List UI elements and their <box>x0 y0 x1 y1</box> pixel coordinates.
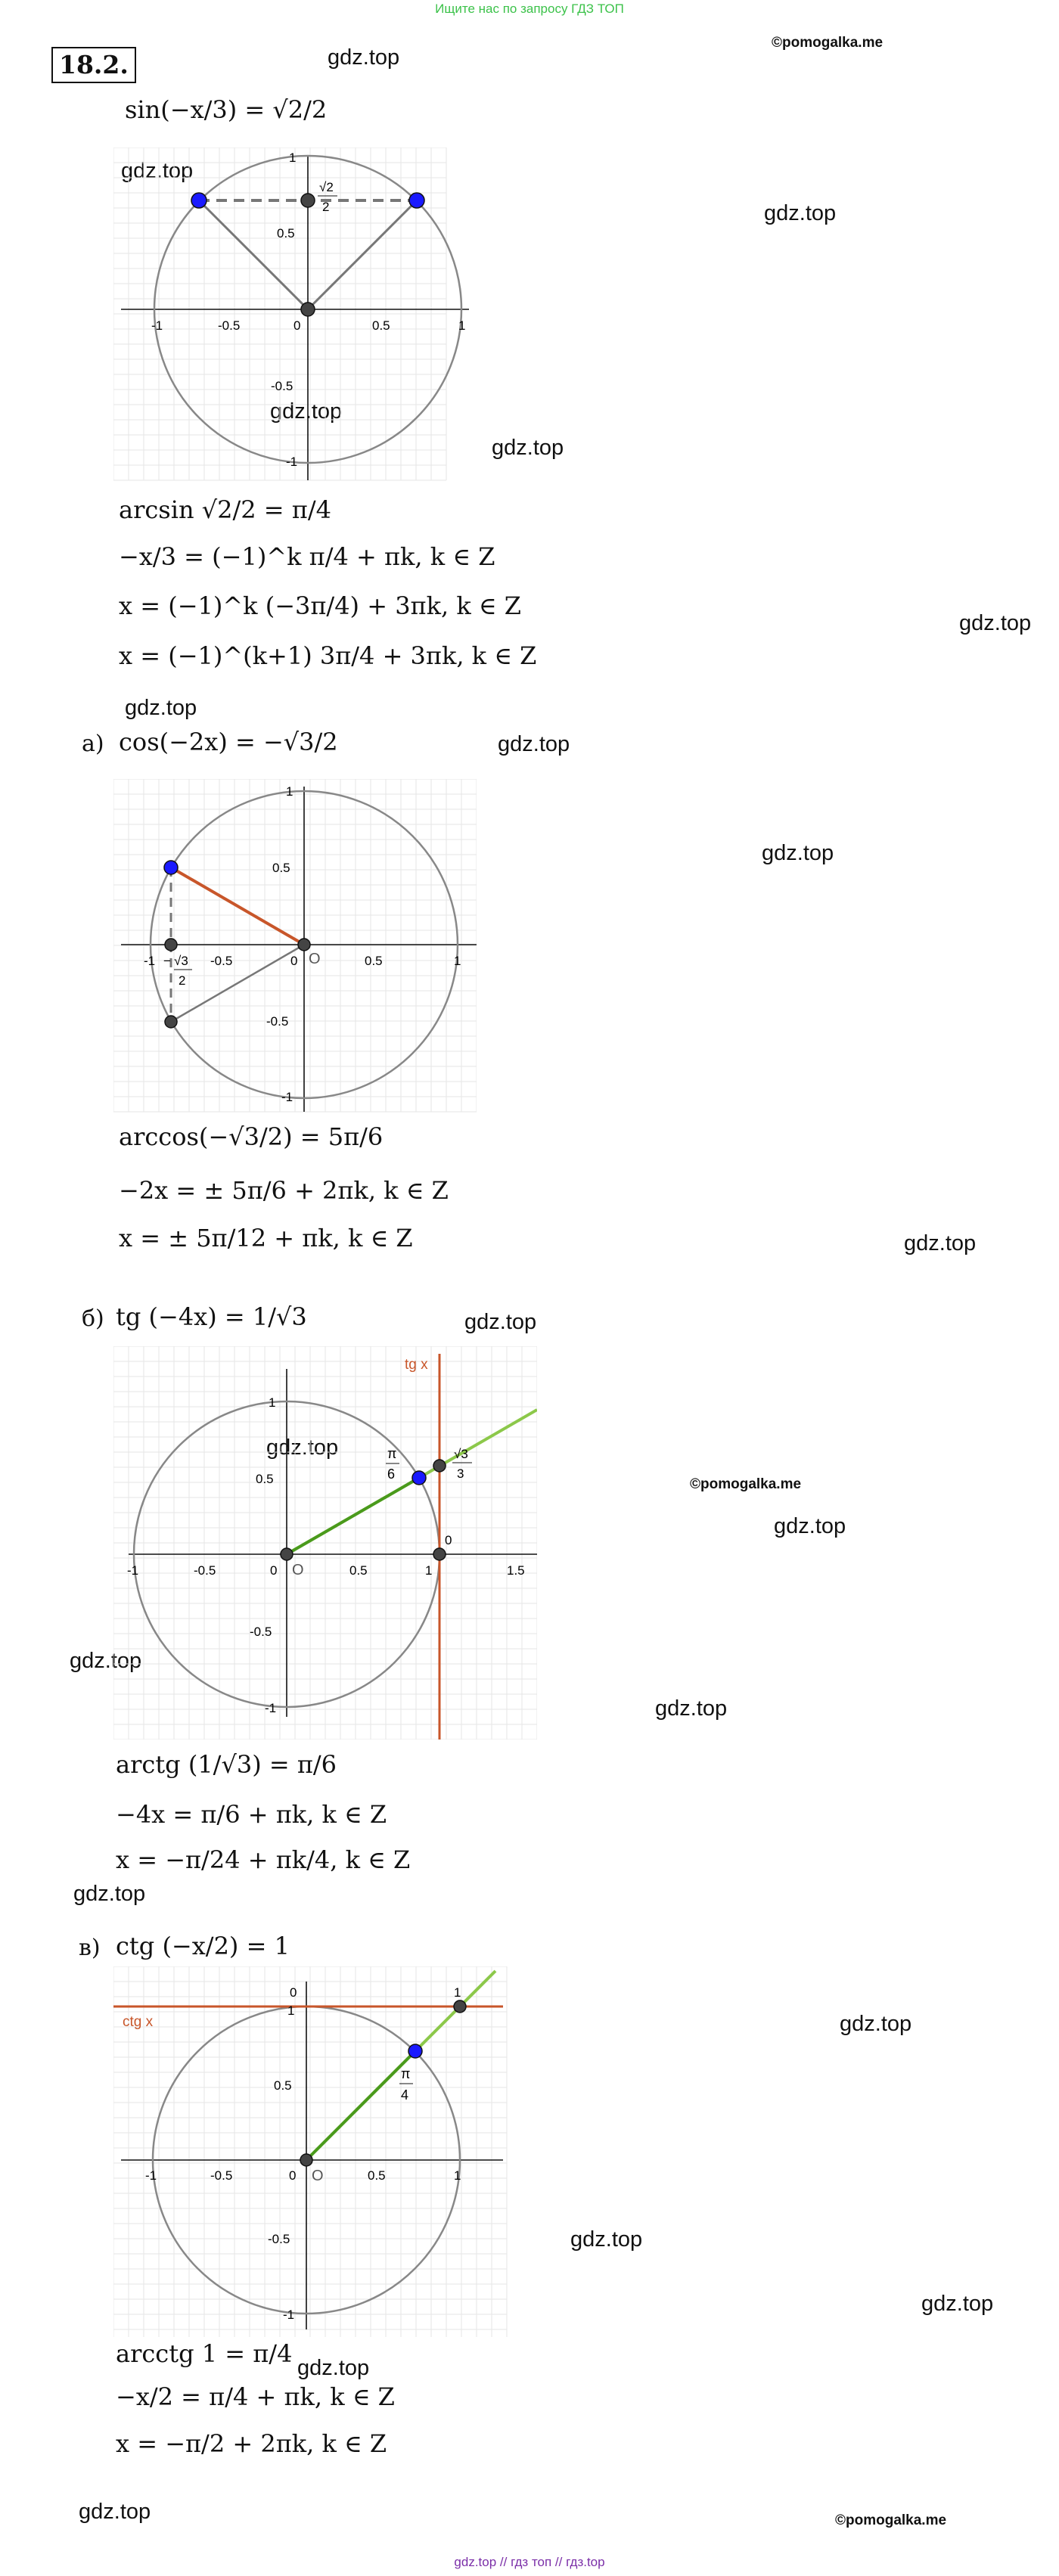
label-sqrt3: √3 <box>454 1447 468 1461</box>
step-b-general: −4x = π/6 + πk, k ∈ Z <box>116 1800 387 1829</box>
copyright: ©pomogalka.me <box>772 35 884 51</box>
tick-x: -0.5 <box>210 2168 233 2183</box>
tg-axis-label: tg x <box>405 1357 428 1373</box>
step-arccos: arccos(−√3/2) = 5π/6 <box>119 1122 384 1151</box>
task-number: 18.2. <box>51 47 136 83</box>
search-banner: Ищите нас по запросу ГДЗ ТОП <box>435 2 624 16</box>
tick-y: 1 <box>269 1395 276 1410</box>
label-6: 6 <box>387 1466 396 1482</box>
step-final: x = (−1)^(k+1) 3π/4 + 3πk, k ∈ Z <box>119 641 537 670</box>
watermark: gdz.top <box>762 841 834 865</box>
point-gray-top <box>301 194 315 207</box>
tick-x: 0 <box>270 1563 278 1578</box>
point-origin <box>300 2154 312 2166</box>
step-general: −x/3 = (−1)^k π/4 + πk, k ∈ Z <box>119 542 495 571</box>
watermark: gdz.top <box>266 1435 339 1460</box>
grid <box>113 1966 507 2337</box>
watermark: gdz.top <box>840 2012 912 2036</box>
watermark: gdz.top <box>764 201 837 225</box>
label-2: 2 <box>322 200 330 214</box>
point-one <box>433 1548 446 1560</box>
grid <box>113 1346 537 1740</box>
tick-x: 1.5 <box>507 1563 525 1578</box>
watermark: gdz.top <box>328 45 400 70</box>
point-tangent <box>433 1460 446 1472</box>
watermark: gdz.top <box>270 399 343 424</box>
point-origin <box>298 939 310 951</box>
point-origin <box>301 303 315 316</box>
tick-x: -1 <box>144 954 156 968</box>
label-3: 3 <box>457 1466 464 1481</box>
step-arctg: arctg (1/√3) = π/6 <box>116 1750 337 1779</box>
label-pi: π <box>387 1446 397 1461</box>
step-a-final: x = ± 5π/12 + πk, k ∈ Z <box>119 1224 413 1252</box>
tick-x: -1 <box>145 2168 157 2183</box>
tick-x: -0.5 <box>218 318 241 333</box>
unit-circle-graph-c <box>113 1966 514 2337</box>
tick-y: -1 <box>286 455 298 469</box>
point-cotangent <box>454 2000 466 2013</box>
label-2: 2 <box>179 973 186 988</box>
tick-x: -1 <box>151 318 163 333</box>
tick-x: 1 <box>458 318 466 333</box>
ctg-axis-label: ctg x <box>123 2014 154 2030</box>
watermark: gdz.top <box>498 732 570 756</box>
radius-lower <box>171 945 304 1022</box>
point-blue <box>408 2044 422 2058</box>
part-b-equation: tg (−4x) = 1/√3 <box>116 1302 307 1331</box>
step-c-general: −x/2 = π/4 + πk, k ∈ Z <box>116 2382 395 2411</box>
watermark: gdz.top <box>73 1882 146 1906</box>
tick-x: 0 <box>289 2168 297 2183</box>
tick-y: 0.5 <box>272 861 290 875</box>
step-x: x = (−1)^k (−3π/4) + 3πk, k ∈ Z <box>119 591 521 620</box>
watermark: gdz.top <box>464 1310 537 1334</box>
radius-right <box>308 200 417 309</box>
label-pi: π <box>401 2066 411 2081</box>
watermark: gdz.top <box>492 436 564 460</box>
point-gray-axis <box>165 939 177 951</box>
unit-circle-graph-1 <box>113 147 477 488</box>
watermark: gdz.top <box>774 1514 846 1538</box>
tick-x: 0.5 <box>368 2168 386 2183</box>
label-sqrt3: √3 <box>174 954 188 968</box>
tick-x: 0.5 <box>365 954 383 968</box>
main-equation: sin(−x/3) = √2/2 <box>125 95 328 124</box>
watermark: gdz.top <box>121 159 194 183</box>
point-gray-lower <box>165 1016 177 1028</box>
watermark: gdz.top <box>921 2292 994 2316</box>
label-sqrt2: √2 <box>319 180 334 194</box>
point-blue <box>412 1471 426 1485</box>
unit-circle-graph-b <box>113 1346 537 1740</box>
part-b-label: б) <box>82 1305 104 1332</box>
tick-x: 1 <box>454 954 461 968</box>
part-a-equation: cos(−2x) = −√3/2 <box>119 728 338 756</box>
label-minus: − <box>163 954 171 968</box>
tick-y: -0.5 <box>250 1625 272 1639</box>
ray-dark-green <box>306 2051 415 2160</box>
radius-orange <box>171 867 304 945</box>
step-c-final: x = −π/2 + 2πk, k ∈ Z <box>116 2429 387 2458</box>
watermark: gdz.top <box>297 2356 370 2380</box>
watermark: gdz.top <box>904 1231 977 1255</box>
unit-circle-graph-a <box>113 779 477 1119</box>
tick-x: 1 <box>425 1563 433 1578</box>
tick-x: 0 <box>293 318 301 333</box>
tick-y: 1 <box>286 784 293 799</box>
grid <box>113 147 446 480</box>
point-blue <box>164 861 178 874</box>
tick-y: -1 <box>281 1090 293 1104</box>
tick-x: 1 <box>454 2168 461 2183</box>
copyright: ©pomogalka.me <box>835 2512 947 2528</box>
tick-y: -0.5 <box>271 379 293 393</box>
zero-label: 0 <box>290 1985 297 2000</box>
origin-label: O <box>312 2168 324 2184</box>
tick-y: 0.5 <box>277 226 295 241</box>
watermark: gdz.top <box>655 1696 728 1721</box>
tick-y: -1 <box>283 2308 295 2322</box>
tick-y: 1 <box>289 151 297 165</box>
point-origin <box>281 1548 293 1560</box>
watermark: gdz.top <box>125 696 197 720</box>
copyright: ©pomogalka.me <box>690 1476 802 1492</box>
watermark: gdz.top <box>570 2227 643 2252</box>
step-arcctg: arcctg 1 = π/4 <box>116 2339 293 2368</box>
origin-label: O <box>292 1562 304 1578</box>
tick-x: 0.5 <box>372 318 390 333</box>
watermark: gdz.top <box>79 2500 151 2524</box>
tick-x: 0 <box>290 954 298 968</box>
tick-y: -0.5 <box>266 1014 289 1029</box>
zero-label: 0 <box>445 1533 452 1547</box>
step-a-general: −2x = ± 5π/6 + 2πk, k ∈ Z <box>119 1176 449 1205</box>
tick-x: -1 <box>127 1563 139 1578</box>
tick-y: 0.5 <box>256 1472 274 1486</box>
tick-y: -0.5 <box>268 2232 290 2246</box>
part-a-label: а) <box>82 731 104 757</box>
label-4: 4 <box>401 2087 409 2103</box>
tick-x: -0.5 <box>194 1563 216 1578</box>
tick-y: -1 <box>265 1701 277 1715</box>
origin-label: O <box>309 951 321 967</box>
step-arcsin: arcsin √2/2 = π/4 <box>119 495 331 524</box>
step-b-final: x = −π/24 + πk/4, k ∈ Z <box>116 1845 411 1874</box>
point-blue-right <box>409 193 424 208</box>
tick-y: 0.5 <box>274 2078 292 2093</box>
tick-x: -0.5 <box>210 954 233 968</box>
one-label: 1 <box>454 1985 461 2000</box>
point-blue-left <box>191 193 207 208</box>
footer-links[interactable]: gdz.top // гдз топ // гдз.top <box>454 2555 605 2569</box>
radius-left <box>199 200 308 309</box>
part-c-equation: ctg (−x/2) = 1 <box>116 1932 290 1960</box>
watermark: gdz.top <box>70 1649 142 1673</box>
tick-y: 1 <box>287 2003 295 2018</box>
part-c-label: в) <box>79 1935 101 1961</box>
watermark: gdz.top <box>959 611 1032 635</box>
tick-x: 0.5 <box>349 1563 368 1578</box>
